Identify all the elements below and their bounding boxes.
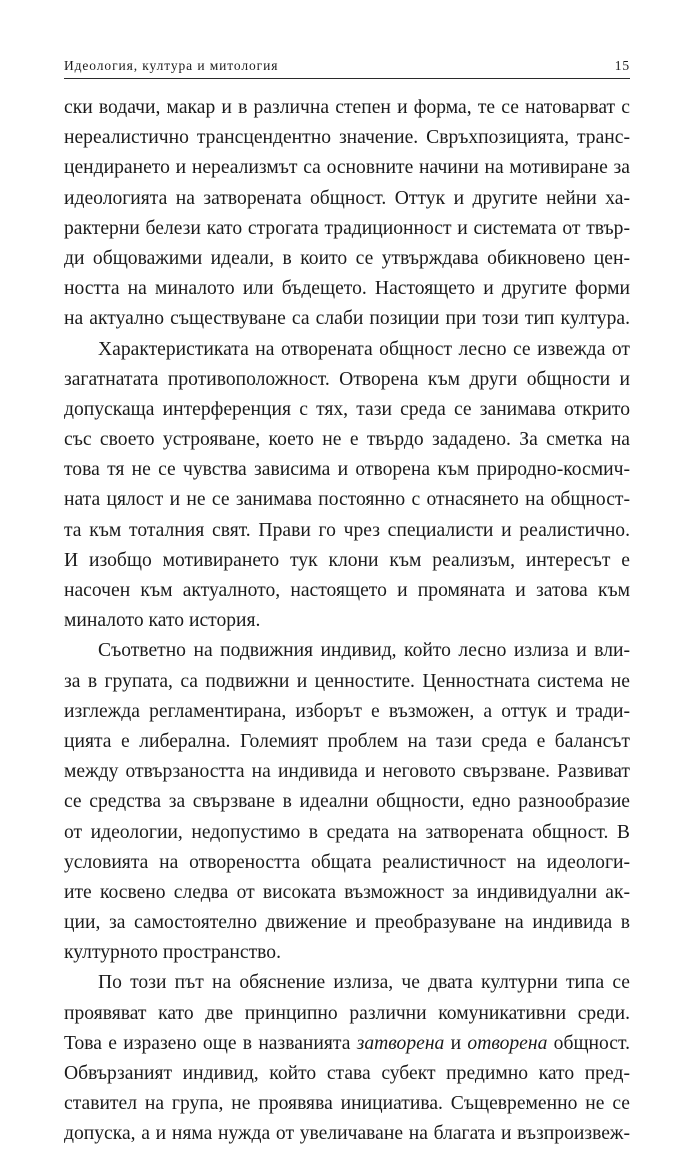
text-line: рактерни белези като строгата традиционност и системата от твър- — [64, 217, 630, 239]
text-line: загатнатата противоположност. Отворена към други общности и — [64, 368, 630, 390]
text-line: за в групата, са подвижни и ценностите. Ценностната система не — [64, 670, 630, 692]
italic-term-closed: затворена — [356, 1032, 445, 1054]
text-line: По този път на обяснение излиза, че двата културни типа се — [98, 972, 630, 994]
text-line: ната цялост и не се занимава постоянно с отнасянето на общност- — [64, 489, 630, 511]
paragraph-3 — [64, 636, 630, 968]
text-run: и — [444, 1032, 468, 1054]
text-run: общност. — [547, 1032, 630, 1054]
italic-term-open: отворена — [467, 1032, 548, 1054]
text-line: от идеологии, недопустимо в средата на затворената общност. В — [64, 821, 630, 843]
header-rule — [64, 78, 630, 79]
text-line: ите косвено следва от високата възможност за индивидуални ак- — [64, 881, 630, 903]
text-line: И изобщо мотивирането тук клони към реализъм, интересът е — [64, 549, 630, 571]
text-line-mixed — [64, 1029, 630, 1059]
running-head — [64, 52, 630, 74]
text-line: насочен към актуалното, настоящето и промяната и затова към — [64, 580, 630, 601]
text-line: културното пространство. — [64, 942, 281, 964]
text-line: Характеристиката на отворената общност лесно се извежда от — [98, 338, 630, 360]
text-line: ски водачи, макар и в различна степен и форма, те се натоварват с — [64, 97, 630, 118]
body-text — [64, 93, 630, 1150]
text-line: Съответно на подвижния индивид, който лесно излиза и вли- — [98, 640, 630, 662]
text-line: изглежда регламентирана, изборът е възможен, а оттук и тради- — [64, 700, 630, 722]
text-line: проявяват като две принципно различни комуникативни среди. — [64, 1002, 630, 1024]
text-line: Обвързаният индивид, който става субект предимно като пред- — [64, 1063, 630, 1084]
text-line: нереалистично трансцендентно значение. Свръхпозицията, транс- — [64, 127, 630, 149]
paragraph-1 — [64, 93, 630, 335]
page-number: 15 — [614, 58, 630, 73]
text-line: ди общоважими идеали, в които се утвърждава обикновено цен- — [64, 247, 630, 269]
text-line: на актуално съществуване са слаби позиции при този тип култура. — [64, 308, 630, 330]
paragraph-4 — [64, 968, 630, 1149]
text-line: цендирането и нереализмът са основните начини на мотивиране за — [64, 157, 630, 179]
text-line: между отвързаността на индивида и неговото свързване. Развиват — [64, 761, 630, 783]
running-title: Идеология, култура и митология — [64, 58, 279, 73]
text-line: това тя не се чувства зависима и отворена към природно-космич- — [64, 459, 630, 481]
text-line: цията е либерална. Големият проблем на тази среда е балансът — [64, 730, 630, 752]
text-line: ставител на група, не проявява инициатива. Същевременно не се — [64, 1093, 630, 1115]
text-line: миналото като история. — [64, 610, 261, 632]
text-line: ността на миналото или бъдещето. Настоящето и другите форми — [64, 278, 630, 300]
text-line: условията на отвореността общата реалистичност на идеологи- — [64, 851, 630, 873]
text-line: със своето устрояване, което не е твърдо зададено. За сметка на — [64, 429, 630, 451]
text-line: се средства за свързване в идеални общности, едно разнообразие — [64, 791, 630, 813]
text-line: та към тоталния свят. Прави го чрез специалисти и реалистично. — [64, 519, 630, 541]
text-line: допуска, а и няма нужда от увеличаване на благата и възпроизвеж- — [64, 1123, 630, 1145]
text-run: Това е изразено още в названията — [64, 1032, 357, 1054]
text-line: ции, за самостоятелно движение и преобразуване на индивида в — [64, 912, 630, 934]
paragraph-2 — [64, 335, 630, 637]
text-line: допускаща интерференция с тях, тази среда се занимава открито — [64, 398, 630, 420]
text-line: идеологията на затворената общност. Оттук и другите нейни ха- — [64, 187, 630, 209]
